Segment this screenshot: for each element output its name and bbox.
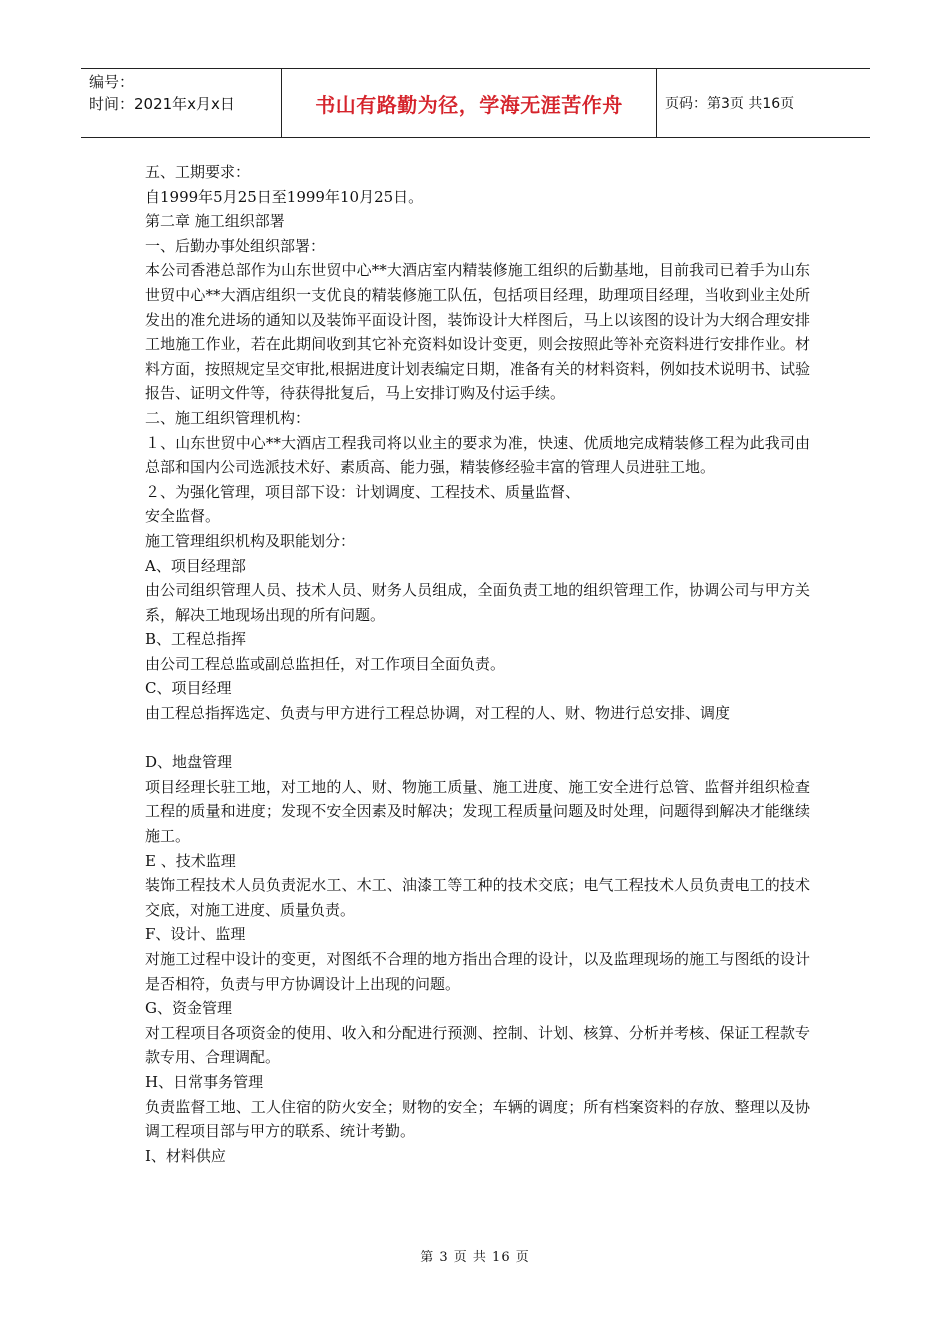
paragraph: 由公司工程总监或副总监担任，对工作项目全面负责。 <box>145 654 506 673</box>
paragraph: 对施工过程中设计的变更，对图纸不合理的地方指出合理的设计，以及监理现场的施工与图纸的设计是否相符，负责与甲方协调设计上出现的问题。 <box>145 950 810 993</box>
document-body <box>145 160 810 1168</box>
paragraph: G、资金管理 <box>145 999 232 1018</box>
date-label: 时间：2021年x月x日 <box>89 95 235 113</box>
paragraph: 项目经理长驻工地，对工地的人、财、物施工质量、施工进度、施工安全进行总管、监督并组织检查工程的质量和进度；发现不安全因素及时解决；发现工程质量问题及时处理，问题得到解决才能继续施工。 <box>145 777 810 846</box>
paragraph: 负责监督工地、工人住宿的防火安全；财物的安全；车辆的调度；所有档案资料的存放、整理以及协调工程项目部与甲方的联系、统计考勤。 <box>145 1097 810 1141</box>
paragraph: I、材料供应 <box>145 1146 226 1165</box>
blank-line <box>145 726 810 751</box>
paragraph: 对工程项目各项资金的使用、收入和分配进行预测、控制、计划、核算、分析并考核、保证工程款专款专用、合理调配。 <box>145 1023 810 1067</box>
paragraph: 装饰工程技术人员负责泥水工、木工、油漆工等工种的技术交底；电气工程技术人员负责电工的技术交底，对施工进度、质量负责。 <box>145 876 810 919</box>
header-slogan-cell <box>281 69 657 137</box>
paragraph: 第二章 施工组织部署 <box>145 212 285 231</box>
page-info: 页码：第3页 共16页 <box>665 96 795 112</box>
paragraph: 施工管理组织机构及职能划分： <box>145 531 356 550</box>
header-left-cell <box>81 69 281 137</box>
paragraph: A、项目经理部 <box>145 556 246 575</box>
page-header <box>81 68 870 138</box>
paragraph: F、设计、监理 <box>145 925 246 944</box>
paragraph: D、地盘管理 <box>145 753 233 772</box>
paragraph: 二、施工组织管理机构： <box>145 408 311 427</box>
paragraph: C、项目经理 <box>145 679 232 698</box>
paragraph: １、山东世贸中心**大酒店工程我司将以业主的要求为准，快速、优质地完成精装修工程为此我司由总部和国内公司选派技术好、素质高、能力强，精装修经验丰富的管理人员进驻工地。 <box>145 433 810 477</box>
paragraph: H、日常事务管理 <box>145 1072 264 1091</box>
paragraph: ２、为强化管理，项目部下设：计划调度、工程技术、质量监督、 <box>145 482 581 501</box>
number-label: 编号： <box>89 73 135 91</box>
paragraph: 本公司香港总部作为山东世贸中心**大酒店室内精装修施工组织的后勤基地，目前我司已着手为山东世贸中心**大酒店组织一支优良的精装修施工队伍，包括项目经理，助理项目经理，当收到业主处所发出的准允进场的通知以及装饰平面设计图，装饰设计大样图后，马上以该图的设计为大纲合理安排工地施工作业，若在此期间收到其它补充资料如设计变更，则会按照此等补充资料进行安排作业。材料方面，按照规定呈交审批,根据进度计划表编定日期，准备有关的材料资料，例如技术说明书、试验报告、证明文件等，待获得批复后，马上安排订购及付运手续。 <box>145 261 810 403</box>
paragraph: 安全监督。 <box>145 507 221 526</box>
paragraph: 自1999年5月25日至1999年10月25日。 <box>145 187 424 206</box>
header-page-cell <box>657 69 870 137</box>
paragraph: 五、工期要求： <box>145 163 251 181</box>
paragraph: B、工程总指挥 <box>145 630 247 649</box>
paragraph: E 、技术监理 <box>145 851 236 870</box>
paragraph: 由公司组织管理人员、技术人员、财务人员组成，全面负责工地的组织管理工作，协调公司与甲方关系，解决工地现场出现的所有问题。 <box>145 581 810 624</box>
page-footer: 第 3 页 共 16 页 <box>420 1250 530 1265</box>
paragraph: 由工程总指挥选定、负责与甲方进行工程总协调，对工程的人、财、物进行总安排、调度 <box>145 704 731 723</box>
slogan: 书山有路勤为径，学海无涯苦作舟 <box>315 92 623 117</box>
paragraph: 一、后勤办事处组织部署： <box>145 236 326 255</box>
